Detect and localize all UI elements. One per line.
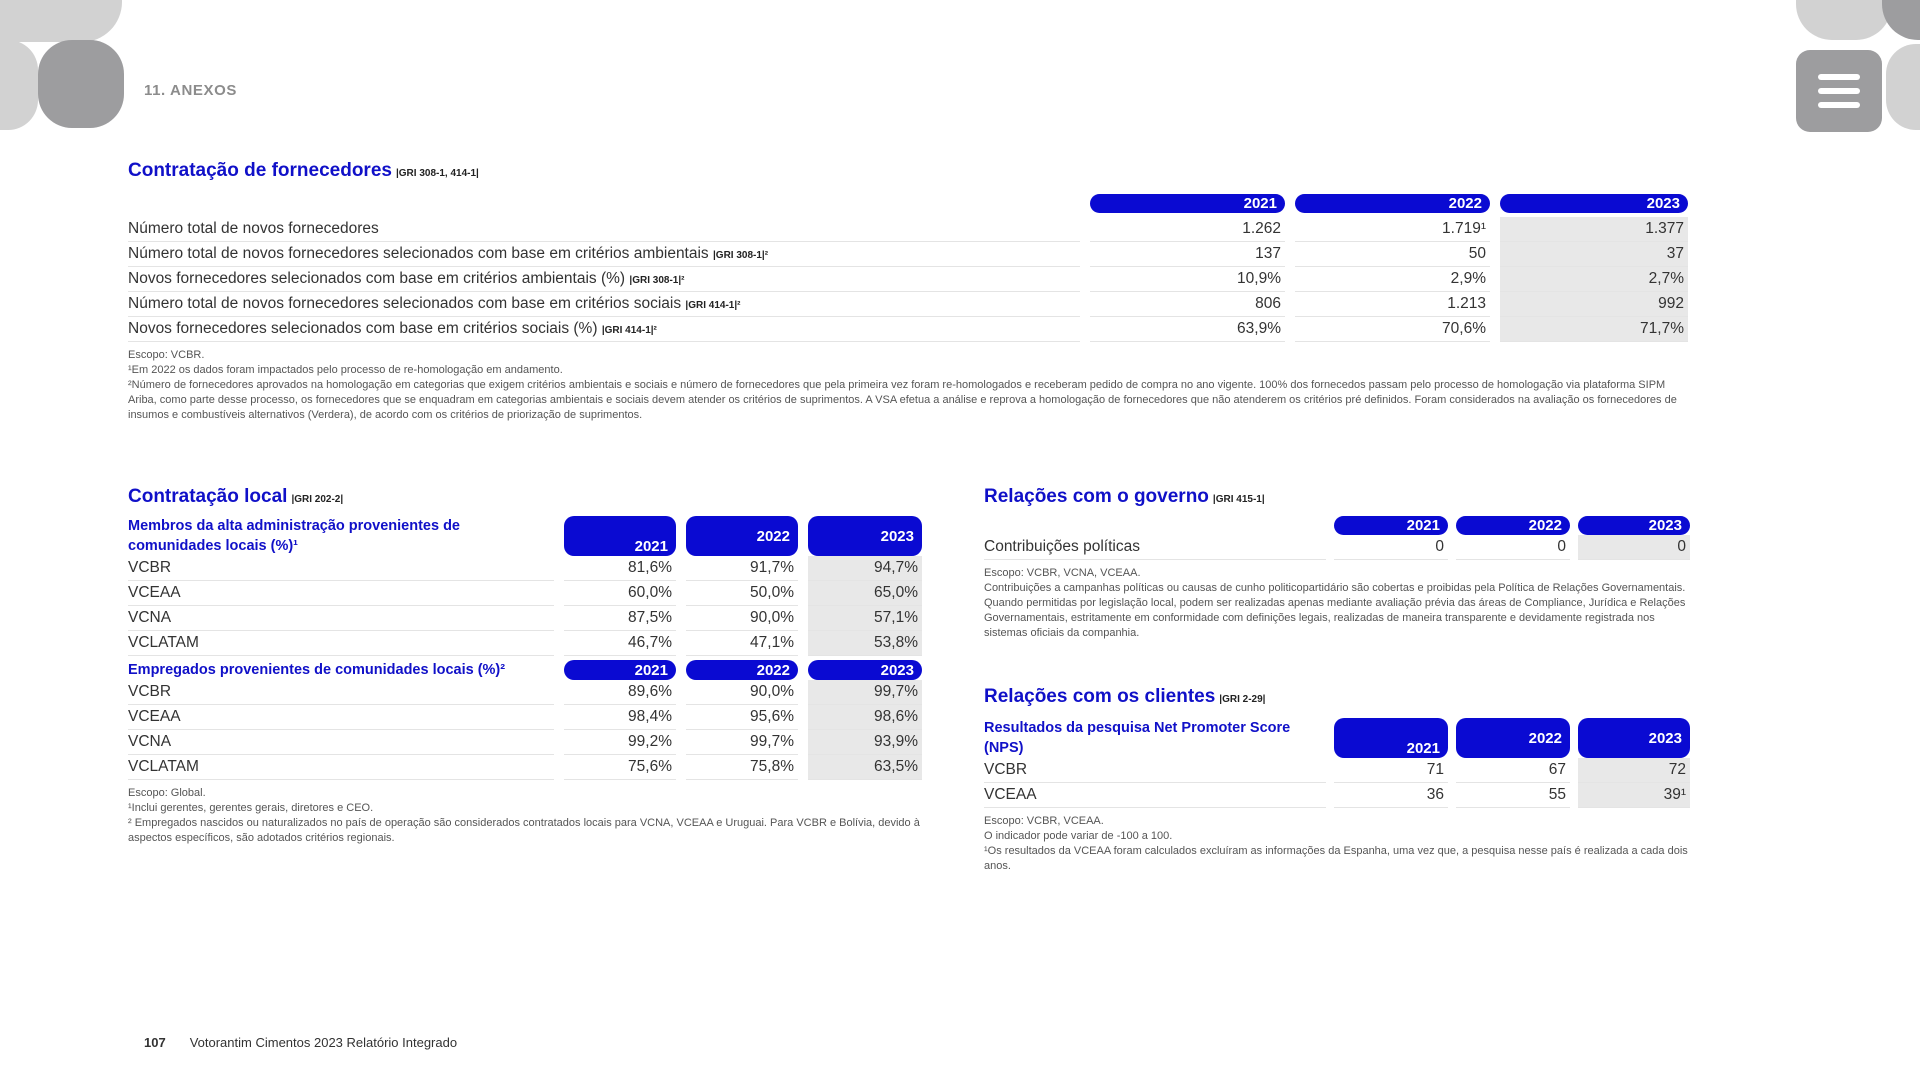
cell-value: 39¹ <box>1578 783 1690 808</box>
year-header: 2023 <box>808 516 922 556</box>
cell-value: 55 <box>1456 783 1570 808</box>
year-header: 2021 <box>1090 194 1285 213</box>
cell-value: 81,6% <box>564 556 676 581</box>
cell-value: 91,7% <box>686 556 798 581</box>
report-name: Votorantim Cimentos 2023 Relatório Integrado <box>189 1035 458 1050</box>
cell-value: 70,6% <box>1295 317 1490 342</box>
cell-value: 99,7% <box>808 680 922 705</box>
row-label: VCNA <box>128 730 554 755</box>
table-row: Novos fornecedores selecionados com base em critérios ambientais (%) |GRI 308-1|² 10,9% 2,9% 2,7% <box>128 267 1688 292</box>
cell-value: 57,1% <box>808 606 922 631</box>
row-label: VCBR <box>984 758 1326 783</box>
cell-value: 98,4% <box>564 705 676 730</box>
table-row: Número total de novos fornecedores selecionados com base em critérios sociais |GRI 414-1|² 806 1.213 992 <box>128 292 1688 317</box>
year-header: 2021 <box>564 516 676 556</box>
row-label: Número total de novos fornecedores selecionados com base em critérios ambientais <box>128 245 709 262</box>
government-title: Relações com o governo |GRI 415-1| <box>984 486 1265 507</box>
table-row <box>984 783 1690 808</box>
page-footer <box>144 1035 457 1050</box>
government-section <box>984 486 1690 641</box>
cell-value: 1.262 <box>1090 217 1285 242</box>
suppliers-title: Contratação de fornecedores |GRI 308-1, 414-1| <box>128 160 479 181</box>
cell-value: 47,1% <box>686 631 798 656</box>
hamburger-menu-icon[interactable] <box>1796 50 1882 132</box>
table-row <box>984 535 1690 560</box>
suppliers-notes: Escopo: VCBR. ¹Em 2022 os dados foram impactados pelo processo de re-homologação em andamento. ²Número de fornecedores aprovados na homologação em categorias que exigem critérios ambientais e sociais e número de fornecedores que pela primeira vez foram re-homologados e receberam pedido de compra no ano vigente. 100% dos fornecedos passam pelo processo de homologação via plataforma SIPM Ariba, como parte desse processo, os fornecedores que se enquadram em categorias ambientais e sociais devem atender os critérios de suprimentos. A VSA efetua a análise e reprova a homologação de fornecedores que não atenderem os critérios pré definidos. Foram considerados na avaliação os fornecedores de insumos e combustíveis alternativos (Verdera), de acordo com os critérios de priorização de suprimentos. <box>128 349 1677 421</box>
cell-value: 37 <box>1500 242 1688 267</box>
cell-value: 71,7% <box>1500 317 1688 342</box>
row-label: VCNA <box>128 606 554 631</box>
local-subtitle-leaders: Membros da alta administração provenientes de comunidades locais (%)¹ <box>128 518 460 554</box>
row-label: Número total de novos fornecedores <box>128 220 379 237</box>
cell-value: 94,7% <box>808 556 922 581</box>
cell-value: 60,0% <box>564 581 676 606</box>
cell-value: 72 <box>1578 758 1690 783</box>
cell-value: 75,8% <box>686 755 798 780</box>
table-row <box>128 217 1688 242</box>
table-row <box>128 755 922 780</box>
local-hiring-title: Contratação local |GRI 202-2| <box>128 486 344 507</box>
row-label: VCBR <box>128 680 554 705</box>
local-hiring-table <box>128 516 922 780</box>
government-notes: Escopo: VCBR, VCNA, VCEAA. Contribuições a campanhas políticas ou causas de cunho politicopartidário são cobertas e proibidas pela Política de Relações Governamentais. Quando permitidas por legislação local, podem ser realizadas apenas mediante avaliação prévia das áreas de Compliance, Jurídica e Relações Governamentais, estritamente em conformidade com definições legais, realizadas de maneira transparente e devidamente registrada nos sistemas oficiais da companhia. <box>984 567 1686 639</box>
cell-value: 53,8% <box>808 631 922 656</box>
cell-value: 806 <box>1090 292 1285 317</box>
cell-value: 10,9% <box>1090 267 1285 292</box>
row-label: VCLATAM <box>128 631 554 656</box>
cell-value: 0 <box>1456 535 1570 560</box>
year-header: 2022 <box>1456 516 1570 535</box>
cell-value: 71 <box>1334 758 1448 783</box>
nps-subtitle: Resultados da pesquisa Net Promoter Score (NPS) <box>984 720 1291 756</box>
cell-value: 98,6% <box>808 705 922 730</box>
government-table <box>984 516 1690 560</box>
table-row: Novos fornecedores selecionados com base em critérios sociais (%) |GRI 414-1|² 63,9% 70,6% 71,7% <box>128 317 1688 342</box>
cell-value: 90,0% <box>686 680 798 705</box>
year-header: 2022 <box>1456 718 1570 758</box>
year-header: 2022 <box>686 660 798 680</box>
cell-value: 1.719¹ <box>1295 217 1490 242</box>
cell-value: 992 <box>1500 292 1688 317</box>
cell-value: 1.377 <box>1500 217 1688 242</box>
year-header: 2022 <box>686 516 798 556</box>
local-hiring-notes: Escopo: Global. ¹Inclui gerentes, gerentes gerais, diretores e CEO. ² Empregados nascidos ou naturalizados no país de operação são considerados contratados locais para VCNA, VCEAA e Uruguai. Para VCBR e Bolívia, devido à aspectos específicos, são adotados critérios regionais. <box>128 787 920 844</box>
cell-value: 67 <box>1456 758 1570 783</box>
customers-notes: Escopo: VCBR, VCEAA. O indicador pode variar de -100 a 100. ¹Os resultados da VCEAA foram calculados excluíram as informações da Espanha, uma vez que, a pesquisa nesse país é realizada a cada dois anos. <box>984 815 1688 872</box>
year-header: 2022 <box>1295 194 1490 213</box>
table-row <box>128 581 922 606</box>
row-label: Contribuições políticas <box>984 535 1326 560</box>
table-row <box>984 758 1690 783</box>
local-hiring-section <box>128 486 922 846</box>
cell-value: 89,6% <box>564 680 676 705</box>
suppliers-table <box>128 194 1688 342</box>
cell-value: 90,0% <box>686 606 798 631</box>
row-label: VCLATAM <box>128 755 554 780</box>
row-label: Novos fornecedores selecionados com base em critérios sociais (%) <box>128 320 598 337</box>
cell-value: 137 <box>1090 242 1285 267</box>
cell-value: 1.213 <box>1295 292 1490 317</box>
cell-value: 99,7% <box>686 730 798 755</box>
cell-value: 0 <box>1578 535 1690 560</box>
row-label: Número total de novos fornecedores selecionados com base em critérios sociais <box>128 295 682 312</box>
cell-value: 0 <box>1334 535 1448 560</box>
cell-value: 93,9% <box>808 730 922 755</box>
year-header: 2023 <box>1578 718 1690 758</box>
cell-value: 63,5% <box>808 755 922 780</box>
row-label: Novos fornecedores selecionados com base em critérios ambientais (%) <box>128 270 626 287</box>
customers-title: Relações com os clientes |GRI 2-29| <box>984 686 1266 707</box>
cell-value: 65,0% <box>808 581 922 606</box>
row-label: VCBR <box>128 556 554 581</box>
cell-value: 63,9% <box>1090 317 1285 342</box>
table-row <box>128 730 922 755</box>
table-row: Número total de novos fornecedores selecionados com base em critérios ambientais |GRI 308-1|² 137 50 37 <box>128 242 1688 267</box>
table-row <box>128 606 922 631</box>
suppliers-section <box>128 160 1688 423</box>
year-header: 2023 <box>808 660 922 680</box>
cell-value: 95,6% <box>686 705 798 730</box>
cell-value: 36 <box>1334 783 1448 808</box>
row-label: VCEAA <box>128 705 554 730</box>
year-header: 2021 <box>1334 718 1448 758</box>
table-row <box>128 556 922 581</box>
cell-value: 75,6% <box>564 755 676 780</box>
year-header: 2023 <box>1500 194 1688 213</box>
cell-value: 99,2% <box>564 730 676 755</box>
cell-value: 2,9% <box>1295 267 1490 292</box>
row-label: VCEAA <box>128 581 554 606</box>
cell-value: 50,0% <box>686 581 798 606</box>
decor-top-left <box>0 0 130 130</box>
customers-table <box>984 718 1690 808</box>
row-label: VCEAA <box>984 783 1326 808</box>
customers-section <box>984 686 1690 874</box>
section-label: 11. ANEXOS <box>144 82 237 99</box>
cell-value: 46,7% <box>564 631 676 656</box>
cell-value: 2,7% <box>1500 267 1688 292</box>
local-subtitle-employees: Empregados provenientes de comunidades locais (%)² <box>128 662 506 678</box>
cell-value: 50 <box>1295 242 1490 267</box>
table-row <box>128 680 922 705</box>
page-number: 107 <box>144 1035 166 1050</box>
year-header: 2023 <box>1578 516 1690 535</box>
table-row <box>128 705 922 730</box>
year-header: 2021 <box>564 660 676 680</box>
cell-value: 87,5% <box>564 606 676 631</box>
table-row <box>128 631 922 656</box>
year-header: 2021 <box>1334 516 1448 535</box>
